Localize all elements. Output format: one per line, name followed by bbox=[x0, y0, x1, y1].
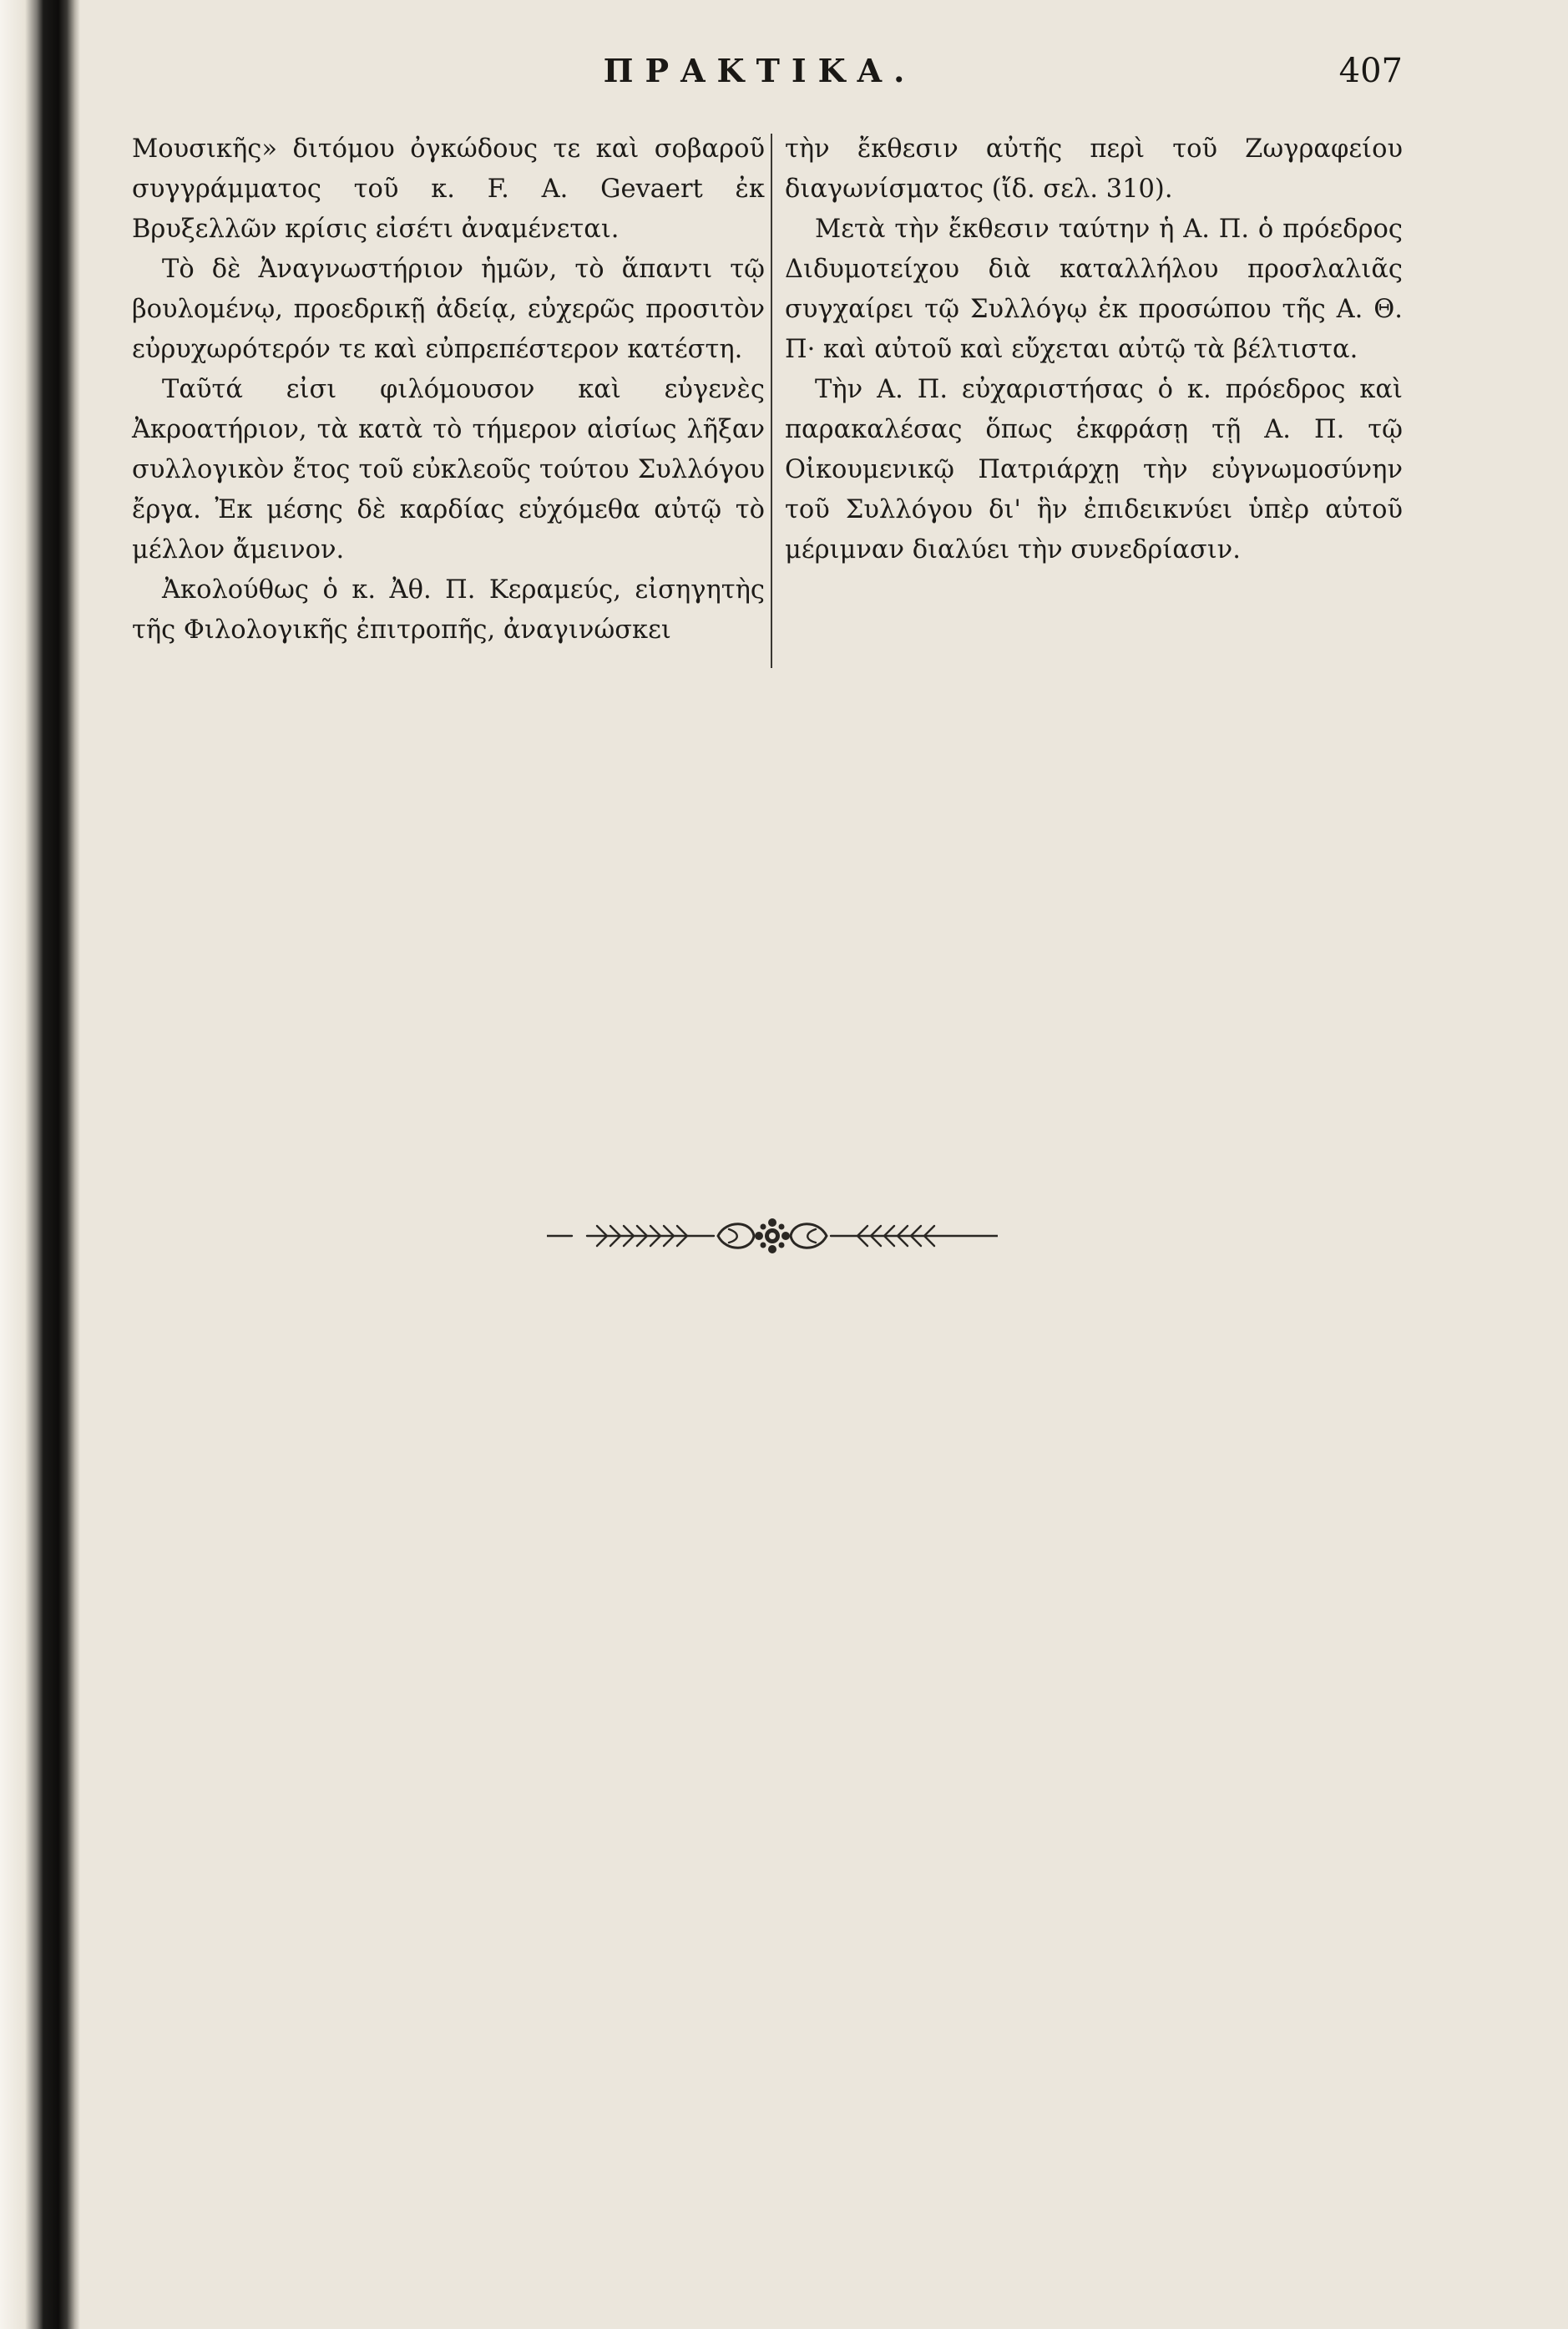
right-paragraph-3: Τὴν Α. Π. εὐχαριστήσας ὁ κ. πρόεδρος καὶ παρακαλέσας ὅπως ἐκφράσῃ τῇ Α. Π. τῷ Οἰκουμενικῷ Πατριάρχῃ τὴν εὐγνωμοσύνην τοῦ Συλλόγου δι' ἣν ἐπιδεικνύει ὑπὲρ αὐτοῦ μέριμναν διαλύει τὴν συνεδρίασιν. bbox=[785, 375, 1403, 565]
left-paragraph-3: Ταῦτά εἰσι φιλόμουσον καὶ εὐγενὲς Ἀκροατήριον, τὰ κατὰ τὸ τήμερον αἰσίως λῆξαν συλλογικὸν ἔτος τοῦ εὐκλεοῦς τούτου Συλλόγου ἔργα. Ἐκ μέσης δὲ καρδίας εὐχόμεθα αὐτῷ τὸ μέλλον ἄμεινον. bbox=[132, 375, 765, 565]
left-paragraph-2: Τὸ δὲ Ἀναγνωστήριον ἡμῶν, τὸ ἅπαντι τῷ βουλομένῳ, προεδρικῇ ἀδείᾳ, εὐχερῶς προσιτὸν εὐρυχωρότερόν τε καὶ εὐπρεπέστερον κατέστη. bbox=[132, 255, 765, 364]
fleuron-tailpiece-icon bbox=[547, 1213, 998, 1259]
column-divider-rule bbox=[771, 134, 772, 668]
page-number: 407 bbox=[1338, 52, 1403, 90]
left-paragraph-4: Ἀκολούθως ὁ κ. Ἀθ. Π. Κεραμεύς, εἰσηγητὴς τῆς Φιλολογικῆς ἐπιτροπῆς, ἀναγινώσκει bbox=[132, 575, 765, 645]
text-columns bbox=[117, 129, 1403, 714]
left-column bbox=[132, 129, 765, 651]
binding-shadow bbox=[0, 0, 80, 2329]
running-title: ΠΡΑΚΤΙΚΑ. bbox=[603, 52, 917, 89]
left-paragraph-1: Μουσικῆς» διτόμου ὀγκώδους τε καὶ σοβαροῦ συγγράμματος τοῦ κ. F. A. Gevaert ἐκ Βρυξελλῶν κρίσις εἰσέτι ἀναμένεται. bbox=[132, 134, 765, 244]
page-header bbox=[117, 52, 1403, 102]
right-column bbox=[785, 129, 1403, 570]
right-paragraph-1: τὴν ἔκθεσιν αὐτῆς περὶ τοῦ Ζωγραφείου διαγωνίσματος (ἴδ. σελ. 310). bbox=[785, 134, 1403, 204]
right-paragraph-2: Μετὰ τὴν ἔκθεσιν ταύτην ἡ Α. Π. ὁ πρόεδρος Διδυμοτείχου διὰ καταλλήλου προσλαλιᾶς συγχαίρει τῷ Συλλόγῳ ἐκ προσώπου τῆς Α. Θ. Π· καὶ αὐτοῦ καὶ εὔχεται αὐτῷ τὰ βέλτιστα. bbox=[785, 215, 1403, 364]
